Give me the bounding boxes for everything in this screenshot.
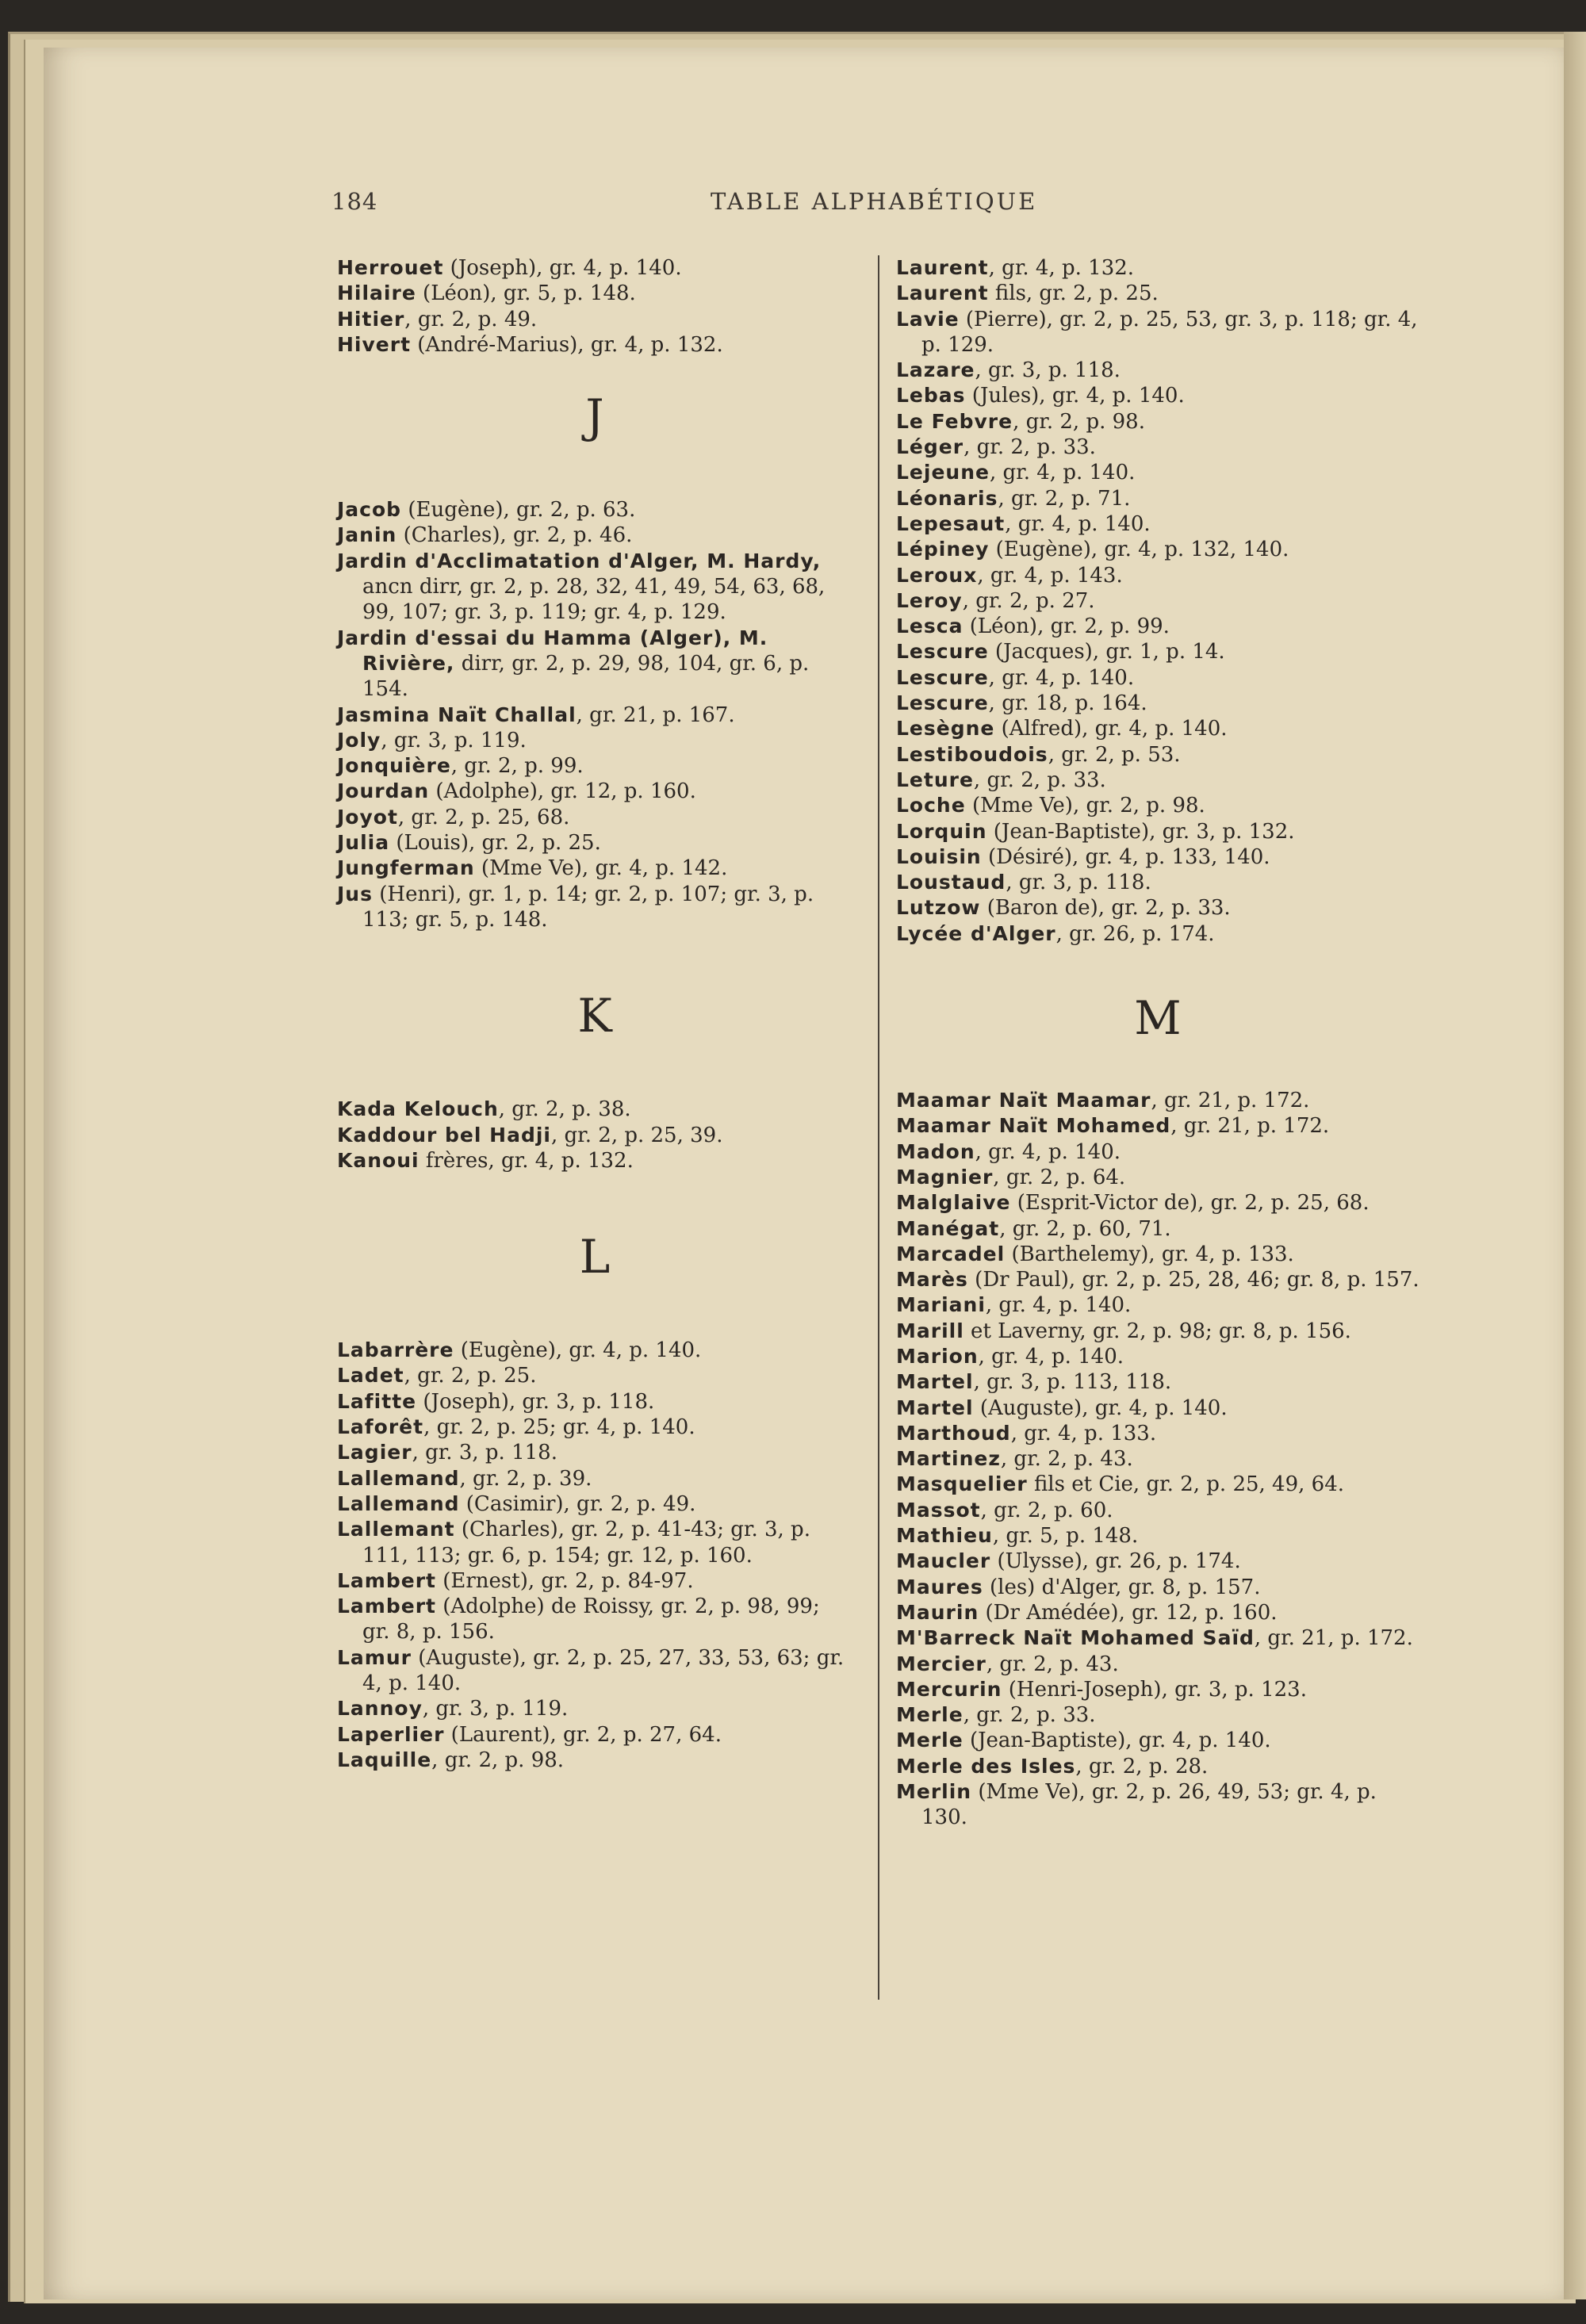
index-entry xyxy=(896,1139,1419,1165)
entry-detail: (Eugène), gr. 4, p. 132, 140. xyxy=(989,538,1289,562)
entry-name: Maucler xyxy=(896,1549,991,1573)
index-entry xyxy=(896,281,1419,306)
index-entry xyxy=(896,1754,1419,1779)
index-entry xyxy=(337,307,852,332)
entry-name: Masquelier xyxy=(896,1472,1028,1496)
entry-detail: (Charles), gr. 2, p. 41-43; gr. 3, p. 111, 113; gr. 6, p. 154; gr. 12, p. 160. xyxy=(362,1518,810,1568)
index-entry xyxy=(896,307,1419,358)
entry-detail: (Laurent), gr. 2, p. 27, 64. xyxy=(444,1722,722,1747)
entry-name: Laquille xyxy=(337,1748,432,1771)
index-entry xyxy=(337,805,852,830)
entry-name: Marion xyxy=(896,1344,979,1368)
entry-detail: , gr. 2, p. 25; gr. 4, p. 140. xyxy=(423,1415,695,1440)
entry-detail: , gr. 3, p. 113, 118. xyxy=(973,1370,1172,1395)
index-entry xyxy=(337,1363,852,1388)
entry-name: Lestiboudois xyxy=(896,742,1048,766)
index-entry xyxy=(896,1344,1419,1369)
index-entry xyxy=(337,255,852,281)
entry-name: Lagier xyxy=(337,1441,412,1464)
entry-name: Herrouet xyxy=(337,256,444,279)
entry-name: Jasmina Naït Challal xyxy=(337,703,577,726)
entry-name: Magnier xyxy=(896,1165,994,1189)
entry-name: Loche xyxy=(896,794,966,817)
index-entry xyxy=(896,1113,1419,1139)
index-entry xyxy=(337,1517,852,1568)
index-entry xyxy=(337,728,852,753)
entry-detail: , gr. 4, p. 133. xyxy=(1010,1421,1157,1445)
entry-detail: , gr. 4, p. 140. xyxy=(975,1139,1121,1164)
index-entry xyxy=(337,1645,852,1697)
entry-detail: (Ernest), gr. 2, p. 84-97. xyxy=(435,1568,694,1593)
entry-name: Leroux xyxy=(896,563,978,587)
entry-detail: (Léon), gr. 2, p. 99. xyxy=(963,615,1170,639)
section-letter-m: M xyxy=(1134,991,1182,1046)
right-column xyxy=(896,255,1419,1831)
entry-name: Joly xyxy=(337,728,381,752)
entry-name: Léonaris xyxy=(896,486,998,510)
index-section-l xyxy=(337,1338,852,1773)
index-entry xyxy=(896,1523,1419,1549)
entry-name: Le Febvre xyxy=(896,409,1013,433)
entry-detail: , gr. 2, p. 49. xyxy=(404,307,538,331)
section-letter-j: J xyxy=(585,389,604,444)
index-entry xyxy=(896,409,1419,435)
index-entry xyxy=(337,753,852,779)
entry-detail: , gr. 2, p. 33. xyxy=(963,1703,1096,1728)
entry-detail: , gr. 21, p. 172. xyxy=(1151,1089,1310,1113)
column-divider xyxy=(878,255,879,2000)
index-entry xyxy=(896,614,1419,639)
entry-name: Lafitte xyxy=(337,1389,417,1413)
index-entry xyxy=(896,716,1419,741)
index-entry xyxy=(337,1568,852,1594)
index-entry xyxy=(337,626,852,703)
index-entry xyxy=(337,1148,852,1173)
entry-detail: , gr. 21, p. 172. xyxy=(1170,1114,1330,1139)
index-entry xyxy=(337,779,852,804)
index-entry xyxy=(337,1466,852,1491)
index-entry xyxy=(337,523,852,548)
entry-name: Kada Kelouch xyxy=(337,1097,499,1121)
entry-detail: (Désiré), gr. 4, p. 133, 140. xyxy=(981,844,1270,869)
index-entry xyxy=(337,549,852,626)
entry-detail: , gr. 3, p. 119. xyxy=(422,1697,569,1721)
entry-name: Leroy xyxy=(896,588,963,612)
entry-name: Lambert xyxy=(337,1595,436,1618)
entry-detail: , gr. 21, p. 172. xyxy=(1254,1626,1413,1651)
entry-name: Jacob xyxy=(337,498,402,522)
index-entry xyxy=(337,1594,852,1645)
index-section-j xyxy=(337,497,852,932)
index-entry xyxy=(337,1338,852,1363)
index-section-h xyxy=(337,255,852,358)
index-entry xyxy=(896,1396,1419,1421)
index-entry xyxy=(896,1549,1419,1574)
index-entry xyxy=(337,1389,852,1415)
entry-name: Maamar Naït Maamar xyxy=(896,1089,1151,1112)
entry-name: Kanoui xyxy=(337,1148,419,1172)
entry-detail: (Adolphe) de Roissy, gr. 2, p. 98, 99; gr. 8, p. 156. xyxy=(362,1595,820,1644)
entry-name: Lépiney xyxy=(896,538,990,561)
entry-detail: (Mme Ve), gr. 2, p. 26, 49, 53; gr. 4, p. 130. xyxy=(921,1780,1377,1830)
entry-name: Marill xyxy=(896,1319,964,1342)
entry-detail: (Henri), gr. 1, p. 14; gr. 2, p. 107; gr. 3, p. 113; gr. 5, p. 148. xyxy=(362,882,814,932)
index-entry xyxy=(896,1242,1419,1267)
index-entry xyxy=(896,819,1419,844)
index-entry xyxy=(896,1292,1419,1318)
index-entry xyxy=(896,895,1419,921)
entry-detail: (Alfred), gr. 4, p. 140. xyxy=(994,717,1228,741)
entry-detail: , gr. 2, p. 33. xyxy=(973,768,1106,792)
entry-detail: , gr. 5, p. 148. xyxy=(992,1524,1139,1549)
index-entry xyxy=(896,1165,1419,1190)
entry-detail: , gr. 2, p. 43. xyxy=(986,1652,1119,1676)
entry-detail: , gr. 4, p. 140. xyxy=(1005,511,1151,536)
index-entry xyxy=(896,793,1419,818)
entry-name: Lescure xyxy=(896,640,989,664)
index-entry xyxy=(337,703,852,728)
index-entry xyxy=(896,1088,1419,1113)
index-entry xyxy=(337,882,852,933)
entry-detail: , gr. 26, p. 174. xyxy=(1055,921,1215,946)
entry-detail: (Eugène), gr. 4, p. 140. xyxy=(454,1338,702,1363)
entry-name: Mathieu xyxy=(896,1524,993,1548)
entry-detail: (Ulysse), gr. 26, p. 174. xyxy=(990,1549,1241,1574)
entry-detail: , gr. 2, p. 71. xyxy=(998,486,1131,511)
entry-detail: , gr. 2, p. 33. xyxy=(963,435,1096,460)
index-entry xyxy=(896,358,1419,383)
entry-detail: , gr. 18, p. 164. xyxy=(988,691,1147,716)
index-entry xyxy=(337,1696,852,1721)
index-section-k xyxy=(337,1097,852,1173)
entry-detail: (Léon), gr. 5, p. 148. xyxy=(416,281,636,306)
index-entry xyxy=(896,1446,1419,1472)
index-entry xyxy=(896,435,1419,460)
index-entry xyxy=(896,665,1419,691)
entry-name: Lescure xyxy=(896,665,989,689)
entry-name: Lazare xyxy=(896,358,975,382)
index-section-m xyxy=(896,1088,1419,1831)
entry-detail: , gr. 4, p. 132. xyxy=(988,256,1135,280)
index-entry xyxy=(896,537,1419,562)
section-letter-l: L xyxy=(579,1230,611,1285)
index-entry xyxy=(896,486,1419,511)
entry-detail: , gr. 2, p. 60. xyxy=(980,1498,1113,1522)
entry-name: Lejeune xyxy=(896,461,990,484)
entry-name: Lallemand xyxy=(337,1491,460,1515)
index-entry xyxy=(337,830,852,856)
left-column xyxy=(337,255,852,1773)
entry-detail: dirr, gr. 2, p. 29, 98, 104, gr. 6, p. 154. xyxy=(362,651,810,702)
entry-detail: , gr. 2, p. 39. xyxy=(459,1466,592,1491)
entry-name: Lutzow xyxy=(896,896,981,920)
entry-name: Kaddour bel Hadji xyxy=(337,1123,551,1147)
entry-name: Marcadel xyxy=(896,1242,1006,1265)
entry-name: Julia xyxy=(337,831,390,855)
index-entry xyxy=(896,1472,1419,1497)
entry-name: Merle des Isles xyxy=(896,1754,1076,1778)
entry-detail: (Joseph), gr. 4, p. 140. xyxy=(443,256,682,280)
entry-detail: et Laverny, gr. 2, p. 98; gr. 8, p. 156. xyxy=(963,1319,1351,1343)
entry-name: Mariani xyxy=(896,1293,986,1317)
entry-name: Laurent xyxy=(896,256,989,279)
entry-name: Lambert xyxy=(337,1568,436,1592)
entry-name: Léger xyxy=(896,435,964,459)
entry-name: Hivert xyxy=(337,332,412,356)
entry-detail: (Pierre), gr. 2, p. 25, 53, gr. 3, p. 118; gr. 4, p. 129. xyxy=(921,307,1418,357)
entry-detail: (Mme Ve), gr. 2, p. 98. xyxy=(965,794,1205,818)
entry-detail: , gr. 2, p. 99. xyxy=(450,754,584,779)
entry-name: Lavie xyxy=(896,307,960,331)
section-letter-k: K xyxy=(577,989,612,1043)
entry-name: Lepesaut xyxy=(896,511,1006,535)
entry-detail: , gr. 2, p. 25, 39. xyxy=(551,1123,723,1147)
entry-name: Lycée d'Alger xyxy=(896,921,1056,945)
entry-name: Laurent xyxy=(896,281,989,305)
entry-name: Lallemant xyxy=(337,1518,455,1541)
running-header xyxy=(331,188,1483,228)
entry-name: Massot xyxy=(896,1498,981,1522)
index-entry xyxy=(896,1216,1419,1242)
entry-detail: fils et Cie, gr. 2, p. 25, 49, 64. xyxy=(1027,1472,1345,1497)
entry-name: Joyot xyxy=(337,805,398,829)
index-entry xyxy=(337,1440,852,1465)
index-entry xyxy=(896,588,1419,614)
entry-name: Merle xyxy=(896,1703,963,1727)
index-section-l-continued xyxy=(896,255,1419,947)
entry-detail: , gr. 4, p. 140. xyxy=(988,665,1135,690)
entry-name: Lescure xyxy=(896,691,989,715)
entry-name: Ladet xyxy=(337,1364,404,1388)
entry-name: Lorquin xyxy=(896,819,987,843)
entry-name: Jonquière xyxy=(337,754,451,778)
entry-name: Merlin xyxy=(896,1780,972,1804)
entry-detail: (Esprit-Victor de), gr. 2, p. 25, 68. xyxy=(1010,1191,1370,1216)
entry-name: Jourdan xyxy=(337,779,430,803)
entry-detail: (Dr Paul), gr. 2, p. 25, 28, 46; gr. 8, p. 157. xyxy=(967,1268,1419,1292)
index-entry xyxy=(896,383,1419,408)
index-entry xyxy=(337,332,852,358)
index-entry xyxy=(337,1123,852,1148)
entry-detail: , gr. 4, p. 140. xyxy=(985,1293,1132,1318)
index-entry xyxy=(896,1267,1419,1292)
entry-detail: , gr. 3, p. 118. xyxy=(975,358,1121,383)
entry-name: Maures xyxy=(896,1575,983,1598)
page-number: 184 xyxy=(331,188,378,215)
index-entry xyxy=(896,691,1419,716)
entry-detail: (André-Marius), gr. 4, p. 132. xyxy=(411,332,723,357)
entry-detail: , gr. 4, p. 143. xyxy=(977,563,1123,588)
index-entry xyxy=(896,921,1419,947)
index-entry xyxy=(896,1369,1419,1395)
index-entry xyxy=(896,1190,1419,1216)
entry-detail: (Auguste), gr. 4, p. 140. xyxy=(973,1396,1228,1420)
entry-name: Maamar Naït Mohamed xyxy=(896,1114,1171,1138)
entry-name: Hilaire xyxy=(337,281,416,305)
entry-name: Marthoud xyxy=(896,1421,1011,1445)
entry-name: Merle xyxy=(896,1729,963,1752)
entry-detail: (Baron de), gr. 2, p. 33. xyxy=(980,896,1231,921)
entry-name: Jus xyxy=(337,882,373,905)
entry-name: Jardin d'essai du Hamma (Alger), M. Rivière, xyxy=(337,626,768,675)
entry-detail: fils, gr. 2, p. 25. xyxy=(988,281,1159,306)
entry-detail: (Adolphe), gr. 12, p. 160. xyxy=(429,779,696,804)
entry-name: Malglaive xyxy=(896,1191,1011,1215)
index-entry xyxy=(896,511,1419,537)
index-entry xyxy=(896,1652,1419,1677)
entry-detail: , gr. 4, p. 140. xyxy=(978,1344,1124,1369)
entry-name: M'Barreck Naït Mohamed Saïd xyxy=(896,1626,1255,1650)
entry-detail: , gr. 2, p. 43. xyxy=(1000,1447,1133,1472)
index-entry xyxy=(896,1779,1419,1831)
entry-detail: , gr. 21, p. 167. xyxy=(576,703,735,727)
entry-name: Lannoy xyxy=(337,1697,423,1721)
entry-detail: (Barthelemy), gr. 4, p. 133. xyxy=(1005,1242,1294,1266)
index-entry xyxy=(896,1421,1419,1446)
entry-detail: (Jules), gr. 4, p. 140. xyxy=(965,384,1185,408)
entry-name: Lebas xyxy=(896,384,966,408)
entry-name: Marès xyxy=(896,1268,968,1292)
entry-detail: (Henri-Joseph), gr. 3, p. 123. xyxy=(1002,1677,1307,1702)
entry-detail: , gr. 2, p. 64. xyxy=(993,1165,1126,1189)
entry-detail: , gr. 2, p. 28. xyxy=(1075,1754,1209,1778)
entry-detail: (Mme Ve), gr. 4, p. 142. xyxy=(474,856,728,881)
entry-name: Manégat xyxy=(896,1216,1000,1240)
entry-name: Hitier xyxy=(337,307,405,331)
index-entry xyxy=(896,1600,1419,1625)
entry-detail: , gr. 3, p. 119. xyxy=(381,728,527,752)
index-entry xyxy=(896,742,1419,768)
entry-name: Mercurin xyxy=(896,1677,1002,1701)
entry-detail: (Eugène), gr. 2, p. 63. xyxy=(401,498,636,523)
entry-detail: (les) d'Alger, gr. 8, p. 157. xyxy=(983,1575,1261,1599)
entry-name: Loustaud xyxy=(896,871,1006,894)
entry-name: Mercier xyxy=(896,1652,986,1675)
entry-name: Lamur xyxy=(337,1645,412,1669)
entry-detail: , gr. 2, p. 98. xyxy=(1013,409,1145,434)
entry-detail: , gr. 2, p. 98. xyxy=(431,1748,565,1772)
entry-detail: , gr. 2, p. 25. xyxy=(404,1364,537,1388)
entry-name: Martel xyxy=(896,1370,974,1394)
entry-detail: , gr. 2, p. 53. xyxy=(1048,742,1181,767)
entry-name: Labarrère xyxy=(337,1338,454,1362)
index-entry xyxy=(896,460,1419,485)
entry-detail: (Jacques), gr. 1, p. 14. xyxy=(988,640,1225,664)
entry-name: Lesègne xyxy=(896,717,995,741)
index-entry xyxy=(896,768,1419,793)
entry-name: Louisin xyxy=(896,844,982,868)
entry-detail: , gr. 2, p. 27. xyxy=(962,588,1095,613)
entry-detail: , gr. 4, p. 140. xyxy=(989,461,1136,485)
entry-detail: (Jean-Baptiste), gr. 4, p. 140. xyxy=(963,1729,1271,1753)
entry-name: Jardin d'Acclimatation d'Alger, M. Hardy, xyxy=(337,549,822,572)
entry-detail: (Charles), gr. 2, p. 46. xyxy=(396,523,633,548)
entry-detail: , gr. 2, p. 60, 71. xyxy=(999,1216,1171,1241)
index-entry xyxy=(896,563,1419,588)
index-entry xyxy=(896,1702,1419,1728)
index-entry xyxy=(337,1415,852,1440)
index-entry xyxy=(896,844,1419,870)
entry-name: Laforêt xyxy=(337,1415,424,1439)
index-entry xyxy=(896,1575,1419,1600)
index-entry xyxy=(337,281,852,306)
index-entry xyxy=(337,1722,852,1748)
entry-detail: (Casimir), gr. 2, p. 49. xyxy=(459,1491,696,1516)
entry-detail: (Joseph), gr. 3, p. 118. xyxy=(416,1389,655,1414)
entry-detail: (Louis), gr. 2, p. 25. xyxy=(389,831,601,856)
index-entry xyxy=(896,870,1419,895)
index-entry xyxy=(337,856,852,881)
page-edge xyxy=(1564,32,1586,2299)
entry-detail: (Dr Amédée), gr. 12, p. 160. xyxy=(979,1600,1278,1625)
index-entry xyxy=(337,1097,852,1122)
entry-detail: , gr. 2, p. 25, 68. xyxy=(397,805,570,829)
entry-name: Leture xyxy=(896,768,974,791)
index-entry xyxy=(896,1625,1419,1651)
entry-name: Martel xyxy=(896,1396,974,1419)
entry-name: Martinez xyxy=(896,1447,1001,1471)
entry-name: Janin xyxy=(337,523,397,547)
index-entry xyxy=(337,1748,852,1773)
entry-detail: , gr. 3, p. 118. xyxy=(412,1441,557,1465)
entry-detail: , gr. 3, p. 118. xyxy=(1006,871,1151,895)
entry-name: Madon xyxy=(896,1139,975,1163)
entry-name: Lesca xyxy=(896,615,963,638)
entry-name: Jungferman xyxy=(337,856,475,880)
entry-name: Lallemand xyxy=(337,1466,460,1490)
index-entry xyxy=(896,639,1419,664)
entry-detail: frères, gr. 4, p. 132. xyxy=(419,1148,634,1173)
entry-name: Laperlier xyxy=(337,1722,445,1746)
index-entry xyxy=(896,1319,1419,1344)
entry-detail: ancn dirr, gr. 2, p. 28, 32, 41, 49, 54, 63, 68, 99, 107; gr. 3, p. 119; gr. 4, p. 129. xyxy=(362,575,826,625)
page-title: TABLE ALPHABÉTIQUE xyxy=(711,188,1038,215)
entry-detail: , gr. 2, p. 38. xyxy=(498,1097,631,1122)
entry-name: Maurin xyxy=(896,1600,979,1624)
index-entry xyxy=(337,497,852,523)
index-entry xyxy=(896,1728,1419,1753)
index-entry xyxy=(337,1491,852,1517)
index-entry xyxy=(896,1498,1419,1523)
entry-detail: (Auguste), gr. 2, p. 25, 27, 33, 53, 63; gr. 4, p. 140. xyxy=(362,1645,845,1695)
index-entry xyxy=(896,255,1419,281)
index-entry xyxy=(896,1677,1419,1702)
entry-detail: (Jean-Baptiste), gr. 3, p. 132. xyxy=(986,819,1295,844)
